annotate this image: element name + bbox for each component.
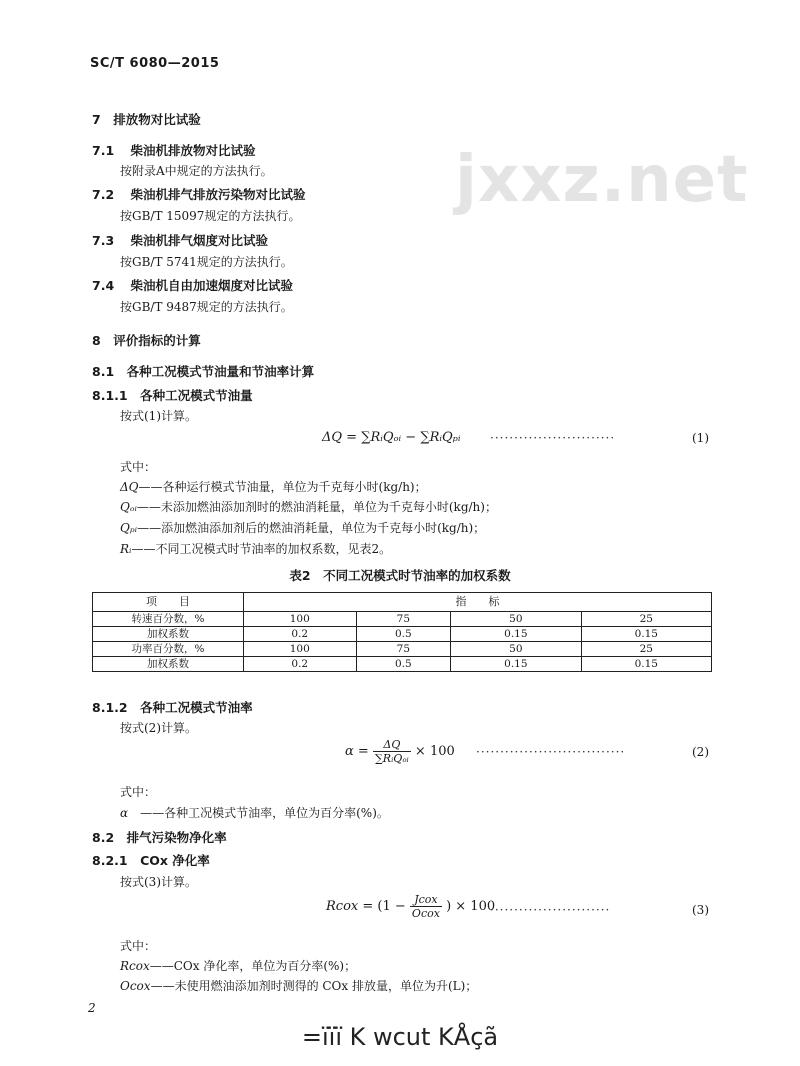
table-cell: 0.15 <box>581 657 711 672</box>
table-header-item: 项 目 <box>93 593 244 612</box>
where-label-1: 式中： <box>120 460 157 474</box>
formula-2-fraction: $\frac{\Delta Q}{\text{∑RᵢQₒᵢ}}$ <box>374 738 409 765</box>
section-8-2-title: 8.2 排气污染物净化率 <box>92 830 227 845</box>
formula-1-leader: ·························· <box>490 431 616 445</box>
section-8-1-title: 8.1 各种工况模式节油量和节油率计算 <box>92 364 315 379</box>
table-cell-label: 功率百分数，% <box>93 642 244 657</box>
section-7-3-title: 7.3 柴油机排气烟度对比试验 <box>92 233 269 248</box>
def-r-cox: Rcox——COx 净化率，单位为百分率(%)； <box>120 959 357 973</box>
table-cell: 50 <box>451 642 581 657</box>
table-2 <box>92 592 712 672</box>
table-cell: 75 <box>356 642 451 657</box>
table-row <box>93 642 712 657</box>
table-2-caption: 表2 不同工况模式时节油率的加权系数 <box>289 568 511 583</box>
table-cell-label: 加权系数 <box>93 657 244 672</box>
def-q-pi: Qₚᵢ——添加燃油添加剂后的燃油消耗量，单位为千克每小时(kg/h)； <box>120 521 486 535</box>
formula-3-leader: ························· <box>490 903 611 917</box>
table-row <box>93 627 712 642</box>
table-cell: 0.2 <box>244 627 357 642</box>
table-cell: 100 <box>244 612 357 627</box>
def-q-oi: Qₒᵢ——未添加燃油添加剂时的燃油消耗量，单位为千克每小时(kg/h)； <box>120 500 497 514</box>
section-7-1-text: 按附录A中规定的方法执行。 <box>120 164 273 178</box>
where-label-3: 式中： <box>120 939 157 953</box>
section-8-2-1-intro: 按式(3)计算。 <box>120 875 197 889</box>
table-cell-label: 转速百分数，% <box>93 612 244 627</box>
document-code: SC/T 6080—2015 <box>90 56 220 71</box>
formula-3-fraction: $\frac{\text{Jcox}}{\text{Ocox}}$ <box>411 893 440 920</box>
section-8-1-2-intro: 按式(2)计算。 <box>120 721 197 735</box>
section-8-1-2-title: 8.1.2 各种工况模式节油率 <box>92 700 253 715</box>
table-row <box>93 657 712 672</box>
def-delta-q: ΔQ——各种运行模式节油量，单位为千克每小时(kg/h)； <box>120 480 427 494</box>
section-8-1-1-intro: 按式(1)计算。 <box>120 409 197 423</box>
table-cell: 25 <box>581 642 711 657</box>
table-header-index: 指 标 <box>244 593 712 612</box>
page-number: 2 <box>88 1001 96 1015</box>
section-7-3-text: 按GB/T 5741规定的方法执行。 <box>120 255 293 269</box>
table-cell: 0.5 <box>356 657 451 672</box>
formula-2: α = $\frac{\Delta Q}{\text{∑RᵢQₒᵢ}}$ × 100 <box>345 738 455 765</box>
section-7-2-title: 7.2 柴油机排气排放污染物对比试验 <box>92 187 306 202</box>
table-cell: 0.2 <box>244 657 357 672</box>
table-cell: 100 <box>244 642 357 657</box>
formula-2-number: (2) <box>692 745 709 759</box>
section-8-1-1-title: 8.1.1 各种工况模式节油量 <box>92 388 253 403</box>
table-cell: 25 <box>581 612 711 627</box>
section-8-2-1-title: 8.2.1 COx 净化率 <box>92 853 210 868</box>
table-cell: 0.15 <box>451 657 581 672</box>
def-o-cox: Ocox——未使用燃油添加剂时测得的 COx 排放量，单位为升(L)； <box>120 979 478 993</box>
section-7-4-text: 按GB/T 9487规定的方法执行。 <box>120 300 293 314</box>
table-cell: 0.15 <box>581 627 711 642</box>
def-alpha: α ——各种工况模式节油率，单位为百分率(%)。 <box>120 806 389 820</box>
def-r-i: Rᵢ——不同工况模式时节油率的加权系数，见表2。 <box>120 542 392 556</box>
footer-text: =ïïï K wcut KÅçã <box>301 1023 499 1051</box>
section-7-1-title: 7.1 柴油机排放物对比试验 <box>92 143 256 158</box>
watermark: jxxz.net <box>455 143 749 217</box>
formula-1: ΔQ = ∑RᵢQₒᵢ − ∑RᵢQₚᵢ <box>322 430 461 445</box>
formula-2-leader: ······························· <box>476 745 626 759</box>
table-cell: 75 <box>356 612 451 627</box>
table-cell: 50 <box>451 612 581 627</box>
table-cell-label: 加权系数 <box>93 627 244 642</box>
section-7-title: 7 排放物对比试验 <box>92 112 201 127</box>
formula-3: Rcox = (1 − $\frac{\text{Jcox}}{\text{Ocox}}$ ) × 100 <box>326 893 496 920</box>
table-row <box>93 612 712 627</box>
where-label-2: 式中： <box>120 785 157 799</box>
section-7-2-text: 按GB/T 15097规定的方法执行。 <box>120 209 301 223</box>
table-cell: 0.15 <box>451 627 581 642</box>
formula-1-number: (1) <box>692 431 709 445</box>
section-8-title: 8 评价指标的计算 <box>92 333 201 348</box>
table-cell: 0.5 <box>356 627 451 642</box>
formula-3-number: (3) <box>692 903 709 917</box>
section-7-4-title: 7.4 柴油机自由加速烟度对比试验 <box>92 278 294 293</box>
table-header-row <box>93 593 712 612</box>
